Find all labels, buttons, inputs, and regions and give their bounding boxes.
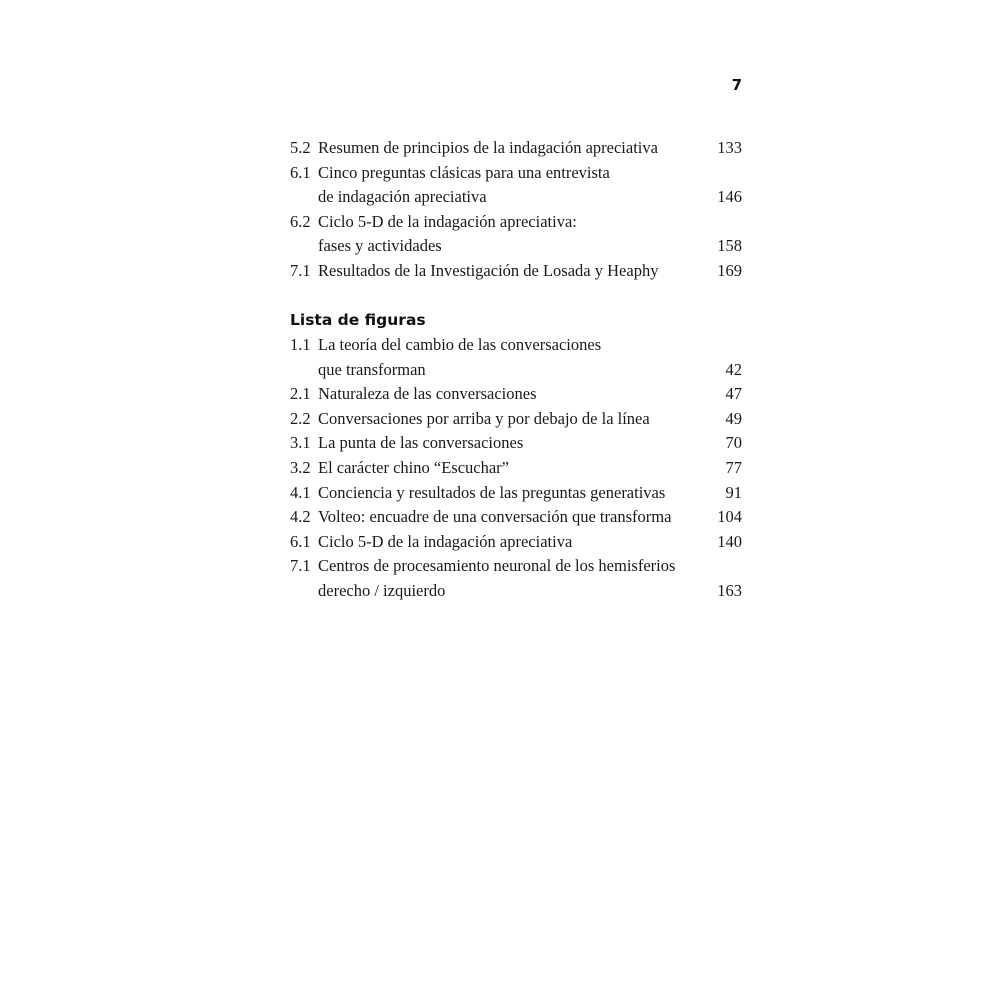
entry-page: 77 xyxy=(725,457,742,477)
toc-entry xyxy=(290,407,742,432)
entry-number: 3.2 xyxy=(290,457,311,477)
entry-page: 169 xyxy=(717,260,742,280)
entry-title: Cinco preguntas clásicas para una entrevista xyxy=(318,162,610,182)
toc-entry xyxy=(290,431,742,456)
entry-title: Resultados de la Investigación de Losada y Heaphy xyxy=(318,260,659,280)
entry-title-continuation: fases y actividades xyxy=(318,236,442,256)
entry-title-continuation: derecho / izquierdo xyxy=(318,580,446,600)
entry-title: Conciencia y resultados de las preguntas generativas xyxy=(318,482,666,502)
entry-number: 1.1 xyxy=(290,335,311,354)
entry-number: 7.1 xyxy=(290,556,311,576)
section-heading: Lista de figuras xyxy=(290,311,426,329)
entry-title: Volteo: encuadre de una conversación que transforma xyxy=(318,507,672,527)
toc-entry xyxy=(290,456,742,481)
toc-entry xyxy=(290,554,742,603)
entry-title: Centros de procesamiento neuronal de los hemisferios xyxy=(318,556,676,576)
entry-title: Ciclo 5-D de la indagación apreciativa: xyxy=(318,211,577,231)
entry-number: 5.2 xyxy=(290,138,311,157)
entry-title: El carácter chino “Escuchar” xyxy=(318,457,509,477)
entry-page: 133 xyxy=(717,138,742,157)
toc-entry xyxy=(290,259,742,284)
entry-page: 42 xyxy=(725,359,742,379)
entry-number: 4.1 xyxy=(290,482,311,502)
entry-number: 6.2 xyxy=(290,211,311,231)
entry-number: 6.1 xyxy=(290,162,311,182)
entry-number: 4.2 xyxy=(290,507,311,527)
entry-title: Conversaciones por arriba y por debajo de la línea xyxy=(318,408,650,428)
entry-number: 7.1 xyxy=(290,260,311,280)
toc-entry xyxy=(290,382,742,407)
entry-page: 104 xyxy=(717,507,742,527)
entry-page: 47 xyxy=(725,384,742,404)
toc-entry xyxy=(290,481,742,506)
entry-page: 49 xyxy=(725,408,742,428)
entry-title: Ciclo 5-D de la indagación apreciativa xyxy=(318,531,573,551)
list-of-figures xyxy=(290,307,742,604)
entry-page: 158 xyxy=(717,236,742,256)
entry-number: 6.1 xyxy=(290,531,311,551)
toc-entry xyxy=(290,333,742,382)
entry-title: Naturaleza de las conversaciones xyxy=(318,384,537,404)
entry-title-continuation: que transforman xyxy=(318,359,426,379)
toc-entry xyxy=(290,210,742,259)
entry-page: 146 xyxy=(717,187,742,207)
toc-entry xyxy=(290,530,742,555)
page-number: 7 xyxy=(731,76,742,94)
entry-page: 70 xyxy=(725,433,742,453)
entry-page: 163 xyxy=(717,580,742,600)
toc-entry xyxy=(290,505,742,530)
entry-title-continuation: de indagación apreciativa xyxy=(318,187,487,207)
entry-number: 2.2 xyxy=(290,408,311,428)
entry-title: Resumen de principios de la indagación apreciativa xyxy=(318,138,658,157)
entry-title: La punta de las conversaciones xyxy=(318,433,524,453)
entry-title: La teoría del cambio de las conversaciones xyxy=(318,335,602,354)
toc-entry xyxy=(290,136,742,161)
toc-entry xyxy=(290,161,742,210)
entry-number: 3.1 xyxy=(290,433,311,453)
entry-page: 140 xyxy=(717,531,742,551)
entry-page: 91 xyxy=(725,482,742,502)
entry-number: 2.1 xyxy=(290,384,311,404)
list-of-tables xyxy=(290,136,742,284)
